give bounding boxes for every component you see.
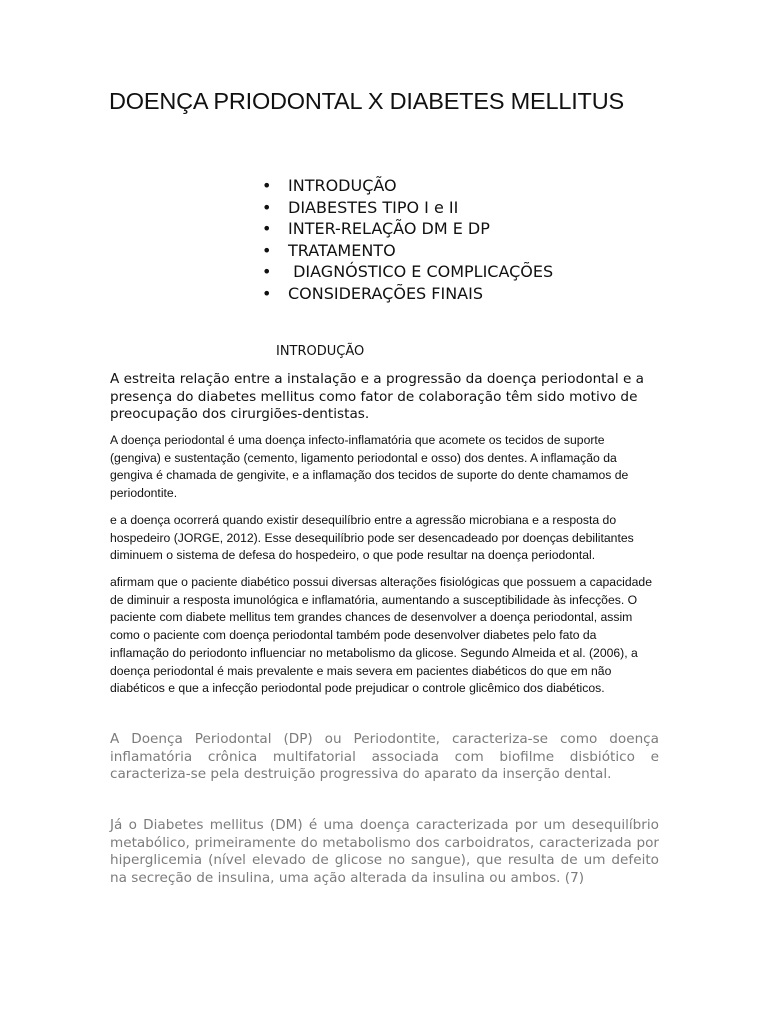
toc-item-diabetes-tipos: • DIABESTES TIPO I e II <box>262 197 553 219</box>
body-paragraph-1: A doença periodontal é uma doença infecto-inflamatória que acomete os tecidos de suporte (gengiva) e sustentação (cemento, ligamento periodontal e osso) dos dentes. A inflamação da gengiva é chamada de gengivite, e a inflamação dos tecidos de suporte do dente chamamos de periodontite. <box>110 433 629 501</box>
toc-item-inter-relacao: • INTER-RELAÇÃO DM E DP <box>262 218 553 240</box>
table-of-contents <box>262 175 553 304</box>
body-paragraph-3: afirmam que o paciente diabético possui diversas alterações fisiológicas que possuem a capacidade de diminuir a resposta imunológica e inflamatória, aumentando a susceptibilidade às infecções. O paciente com diabete mellitus tem grandes chances de desenvolver a doença periodontal, assim como o paciente com doença periodontal também pode desenvolver diabetes pelo fato da inflamação do periodonto influenciar no metabolismo da glicose. Segundo Almeida et al. (2006), a doença periodontal é mais prevalente e mais severa em pacientes diabéticos do que em não diabéticos e que a infecção periodontal pode prejudicar o controle glicêmico dos diabéticos. <box>110 575 652 696</box>
section-heading-introducao: INTRODUÇÃO <box>276 344 365 359</box>
body-paragraph-2: e a doença ocorrerá quando existir desequilíbrio entre a agressão microbiana e a resposta do hospedeiro (JORGE, 2012). Esse desequilíbrio pode ser desencadeado por doenças debilitantes diminuem o sistema de defesa do hospedeiro, o que pode resultar na doença periodontal. <box>110 513 634 563</box>
definition-paragraph-dp: A Doença Periodontal (DP) ou Periodontite, caracteriza-se como doença inflamatória crônica multifatorial associada com biofilme disbiótico e caracteriza-se pela destruição progressiva do aparato da inserção dental. <box>110 731 659 783</box>
toc-item-introducao: • INTRODUÇÃO <box>262 175 553 197</box>
toc-item-consideracoes: • CONSIDERAÇÕES FINAIS <box>262 283 553 305</box>
intro-paragraph: A estreita relação entre a instalação e a progressão da doença periodontal e a presença do diabetes mellitus como fator de colaboração têm sido motivo de preocupação dos cirurgiões-dentistas. <box>110 371 644 422</box>
document-title: DOENÇA PRIODONTAL X DIABETES MELLITUS <box>109 88 624 114</box>
toc-item-tratamento: • TRATAMENTO <box>262 240 553 262</box>
toc-item-diagnostico: • DIAGNÓSTICO E COMPLICAÇÕES <box>262 261 553 283</box>
definition-paragraph-dm: Já o Diabetes mellitus (DM) é uma doença caracterizada por um desequilíbrio metabólico, primeiramente do metabolismo dos carboidratos, caracterizada por hiperglicemia (nível elevado de glicose no sangue), que resulta de um defeito na secreção de insulina, uma ação alterada da insulina ou ambos. (7) <box>110 817 659 886</box>
